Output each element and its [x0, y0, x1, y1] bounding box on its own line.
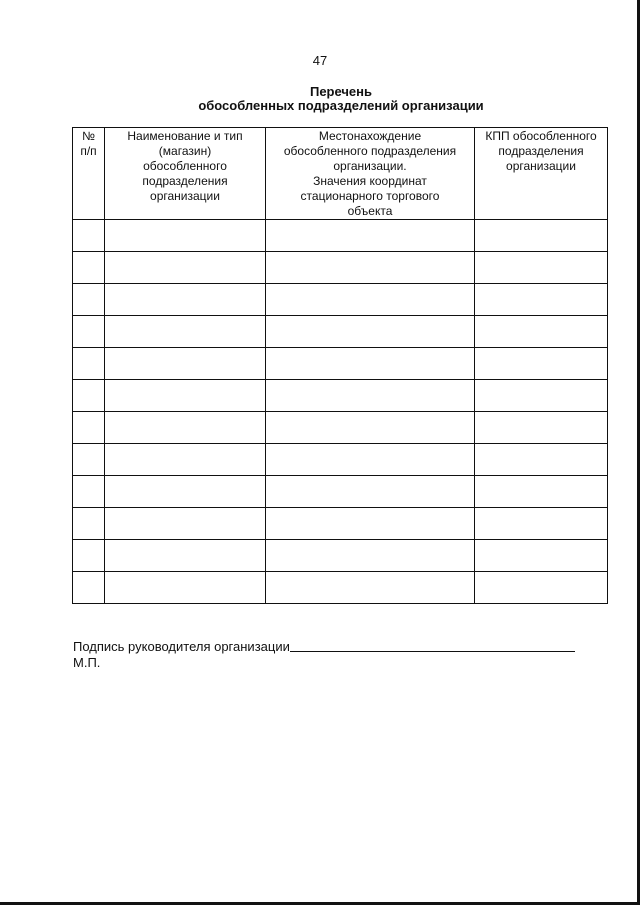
table-cell[interactable] — [105, 252, 266, 284]
table-cell[interactable] — [266, 380, 475, 412]
table-row — [73, 572, 608, 604]
table-cell[interactable] — [73, 348, 105, 380]
table-cell[interactable] — [266, 508, 475, 540]
table-cell[interactable] — [73, 220, 105, 252]
table-cell[interactable] — [105, 444, 266, 476]
table-row — [73, 284, 608, 316]
table-cell[interactable] — [105, 412, 266, 444]
table-cell[interactable] — [475, 220, 608, 252]
table-row — [73, 380, 608, 412]
table-cell[interactable] — [73, 508, 105, 540]
document-title — [0, 85, 640, 113]
table-cell[interactable] — [266, 220, 475, 252]
table-row — [73, 348, 608, 380]
header-number: № п/п — [73, 128, 105, 220]
table-cell[interactable] — [266, 284, 475, 316]
table-cell[interactable] — [475, 412, 608, 444]
stamp-label: М.П. — [73, 655, 101, 670]
table-row — [73, 252, 608, 284]
table-cell[interactable] — [105, 476, 266, 508]
table-cell[interactable] — [105, 508, 266, 540]
table-cell[interactable] — [266, 316, 475, 348]
table-cell[interactable] — [475, 348, 608, 380]
table-cell[interactable] — [73, 380, 105, 412]
table-cell[interactable] — [73, 252, 105, 284]
table-body — [73, 220, 608, 604]
table-row — [73, 444, 608, 476]
table-cell[interactable] — [105, 284, 266, 316]
table-cell[interactable] — [266, 444, 475, 476]
table-cell[interactable] — [475, 508, 608, 540]
table-cell[interactable] — [475, 316, 608, 348]
table-cell[interactable] — [475, 284, 608, 316]
table-cell[interactable] — [73, 444, 105, 476]
title-line-2: обособленных подразделений организации — [198, 98, 484, 113]
table-cell[interactable] — [266, 412, 475, 444]
table-cell[interactable] — [475, 444, 608, 476]
table-cell[interactable] — [475, 380, 608, 412]
header-kpp: КПП обособленного подразделения организации — [475, 128, 608, 220]
table-header-row — [73, 128, 608, 220]
table-cell[interactable] — [475, 476, 608, 508]
table-cell[interactable] — [73, 316, 105, 348]
table-cell[interactable] — [266, 540, 475, 572]
table-row — [73, 316, 608, 348]
table-cell[interactable] — [105, 316, 266, 348]
table-cell[interactable] — [73, 284, 105, 316]
table-row — [73, 412, 608, 444]
table-row — [73, 540, 608, 572]
table-cell[interactable] — [73, 476, 105, 508]
table-cell[interactable] — [105, 220, 266, 252]
table-cell[interactable] — [266, 252, 475, 284]
table-cell[interactable] — [475, 252, 608, 284]
table-row — [73, 476, 608, 508]
table-cell[interactable] — [73, 412, 105, 444]
table-cell[interactable] — [105, 348, 266, 380]
table-cell[interactable] — [105, 380, 266, 412]
table-cell[interactable] — [475, 572, 608, 604]
table-cell[interactable] — [266, 572, 475, 604]
table-cell[interactable] — [266, 348, 475, 380]
title-line-1: Перечень — [309, 84, 373, 99]
table-cell[interactable] — [105, 540, 266, 572]
table-row — [73, 508, 608, 540]
signature-label: Подпись руководителя организации — [73, 639, 290, 654]
table-cell[interactable] — [73, 572, 105, 604]
table-cell[interactable] — [475, 540, 608, 572]
signature-field[interactable] — [290, 651, 575, 652]
table-cell[interactable] — [73, 540, 105, 572]
header-name-type: Наименование и тип (магазин) обособленного подразделения организации — [105, 128, 266, 220]
subdivisions-table — [72, 127, 608, 604]
header-location: Местонахождение обособленного подразделения организации. Значения координат стационарного торгового объекта — [266, 128, 475, 220]
table-cell[interactable] — [105, 572, 266, 604]
table-cell[interactable] — [266, 476, 475, 508]
table-row — [73, 220, 608, 252]
page-number: 47 — [312, 53, 328, 68]
